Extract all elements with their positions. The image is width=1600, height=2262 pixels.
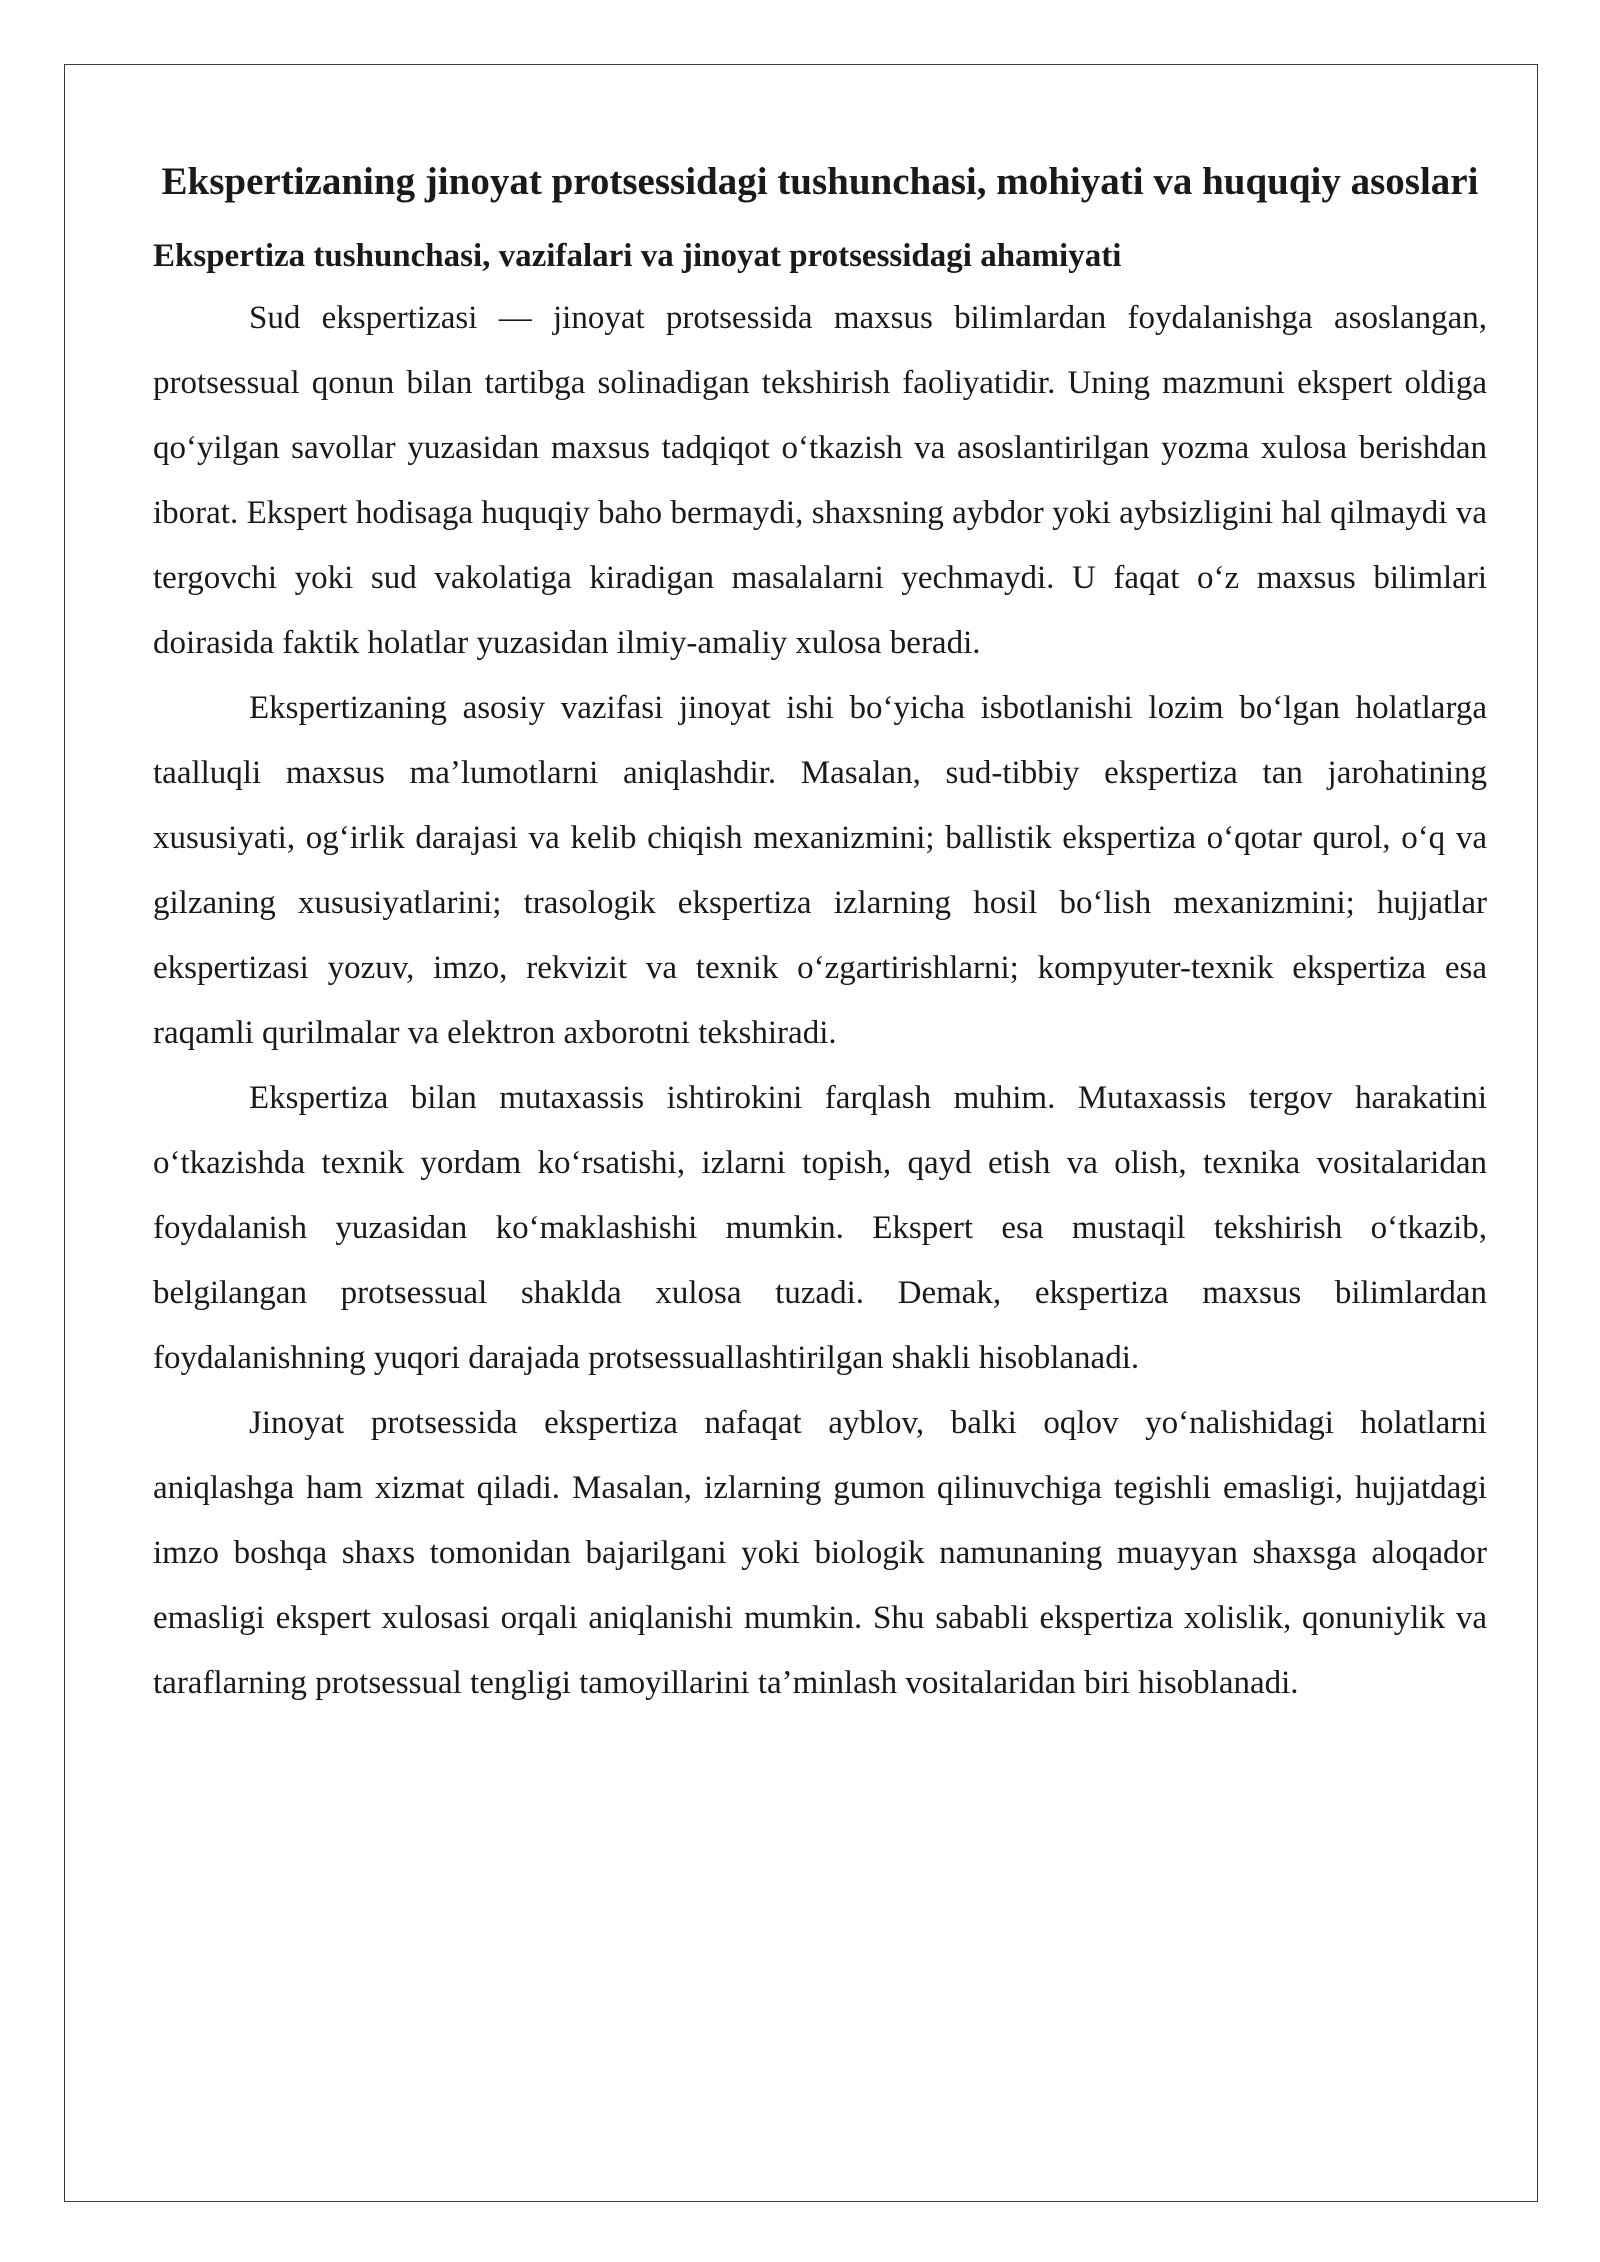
document-body: [153, 146, 1487, 1716]
paragraph-2: Ekspertizaning asosiy vazifasi jinoyat ishi boʻyicha isbotlanishi lozim boʻlgan holatlarga taalluqli maxsus maʼlumotlarni aniqlashdir. Masalan, sud-tibbiy ekspertiza tan jarohatining xususiyati, ogʻirlik darajasi va kelib chiqish mexanizmini; ballistik ekspertiza oʻqotar qurol, oʻq va gilzaning xususiyatlarini; trasologik ekspertiza izlarning hosil boʻlish mexanizmini; hujjatlar ekspertizasi yozuv, imzo, rekvizit va texnik oʻzgartirishlarni; kompyuter-texnik ekspertiza esa raqamli qurilmalar va elektron axborotni tekshiradi.: [153, 690, 1487, 1051]
paragraph-3: Ekspertiza bilan mutaxassis ishtirokini farqlash muhim. Mutaxassis tergov harakatini oʻtkazishda texnik yordam koʻrsatishi, izlarni topish, qayd etish va olish, texnika vositalaridan foydalanish yuzasidan koʻmaklashishi mumkin. Ekspert esa mustaqil tekshirish oʻtkazib, belgilangan protsessual shaklda xulosa tuzadi. Demak, ekspertiza maxsus bilimlardan foydalanishning yuqori darajada protsessuallashtirilgan shakli hisoblanadi.: [153, 1080, 1487, 1376]
paragraph-1: Sud ekspertizasi — jinoyat protsessida maxsus bilimlardan foydalanishga asoslangan, protsessual qonun bilan tartibga solinadigan tekshirish faoliyatidir. Uning mazmuni ekspert oldiga qoʻyilgan savollar yuzasidan maxsus tadqiqot oʻtkazish va asoslantirilgan yozma xulosa berishdan iborat. Ekspert hodisaga huquqiy baho bermaydi, shaxsning aybdor yoki aybsizligini hal qilmaydi va tergovchi yoki sud vakolatiga kiradigan masalalarni yechmaydi. U faqat oʻz maxsus bilimlari doirasida faktik holatlar yuzasidan ilmiy-amaliy xulosa beradi.: [153, 300, 1487, 661]
document-title: Ekspertizaning jinoyat protsessidagi tushunchasi, mohiyati va huquqiy asoslari: [161, 160, 1479, 203]
section-heading: Ekspertiza tushunchasi, vazifalari va jinoyat protsessidagi ahamiyati: [153, 238, 1122, 274]
paragraph-4: Jinoyat protsessida ekspertiza nafaqat ayblov, balki oqlov yoʻnalishidagi holatlarni aniqlashga ham xizmat qiladi. Masalan, izlarning gumon qilinuvchiga tegishli emasligi, hujjatdagi imzo boshqa shaxs tomonidan bajarilgani yoki biologik namunaning muayyan shaxsga aloqador emasligi ekspert xulosasi orqali aniqlanishi mumkin. Shu sababli ekspertiza xolislik, qonuniylik va taraflarning protsessual tengligi tamoyillarini taʼminlash vositalaridan biri hisoblanadi.: [153, 1405, 1487, 1701]
